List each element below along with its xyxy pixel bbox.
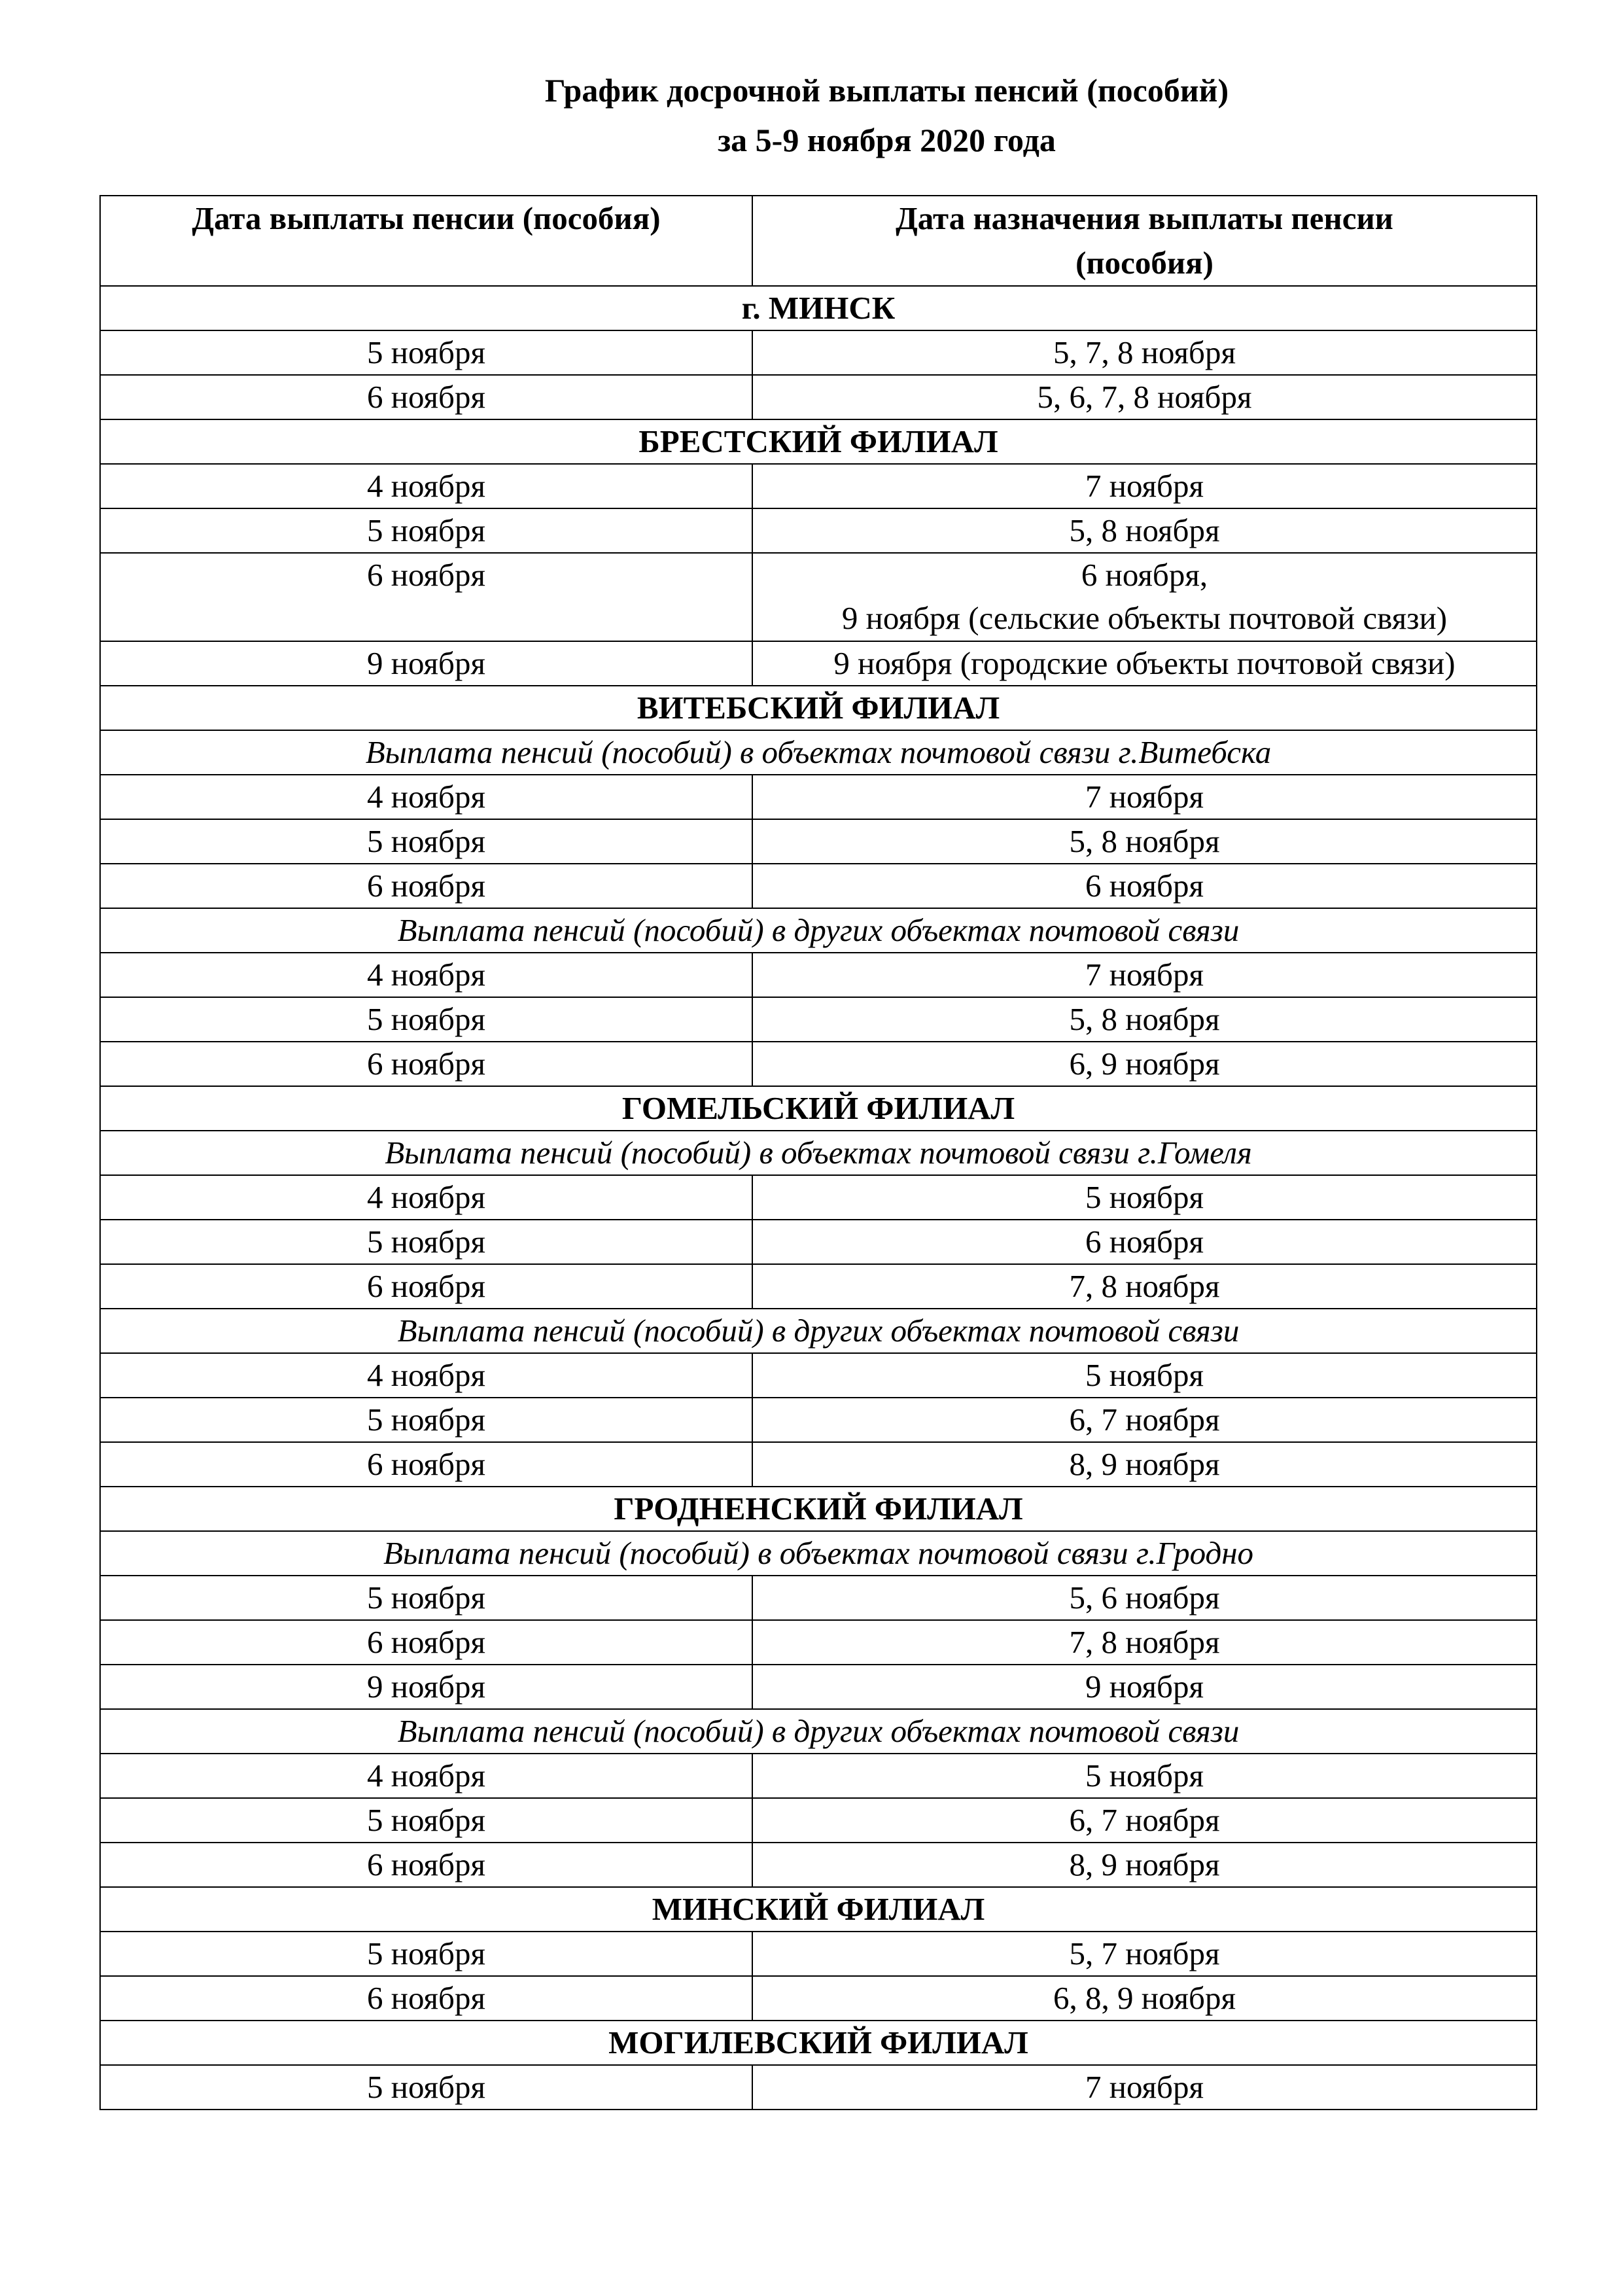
region-row-grodno: [100, 1487, 1537, 1531]
subsection-row: [100, 1531, 1537, 1576]
column-header-assigned-line-1: Дата назначения выплаты пенсии: [896, 200, 1393, 236]
table-row: [100, 997, 1537, 1042]
pay-date-cell: 4 ноября: [100, 1175, 752, 1220]
pay-date-cell: 6 ноября: [100, 1442, 752, 1487]
pay-date-cell: 6 ноября: [100, 1264, 752, 1309]
pay-date-cell: 4 ноября: [100, 953, 752, 997]
assigned-date-cell: 8, 9 ноября: [752, 1442, 1537, 1487]
assigned-date-cell: 5 ноября: [752, 1754, 1537, 1798]
region-title: МОГИЛЕВСКИЙ ФИЛИАЛ: [100, 2021, 1537, 2065]
pay-date-cell: 4 ноября: [100, 1353, 752, 1398]
subsection-row: [100, 1709, 1537, 1754]
column-header-pay-date: Дата выплаты пенсии (пособия): [100, 196, 752, 286]
table-row: [100, 953, 1537, 997]
pay-date-cell: 5 ноября: [100, 819, 752, 864]
assigned-date-cell: 5 ноября: [752, 1353, 1537, 1398]
assigned-date-cell: 7 ноября: [752, 775, 1537, 819]
subsection-title: Выплата пенсий (пособий) в других объектах почтовой связи: [100, 908, 1537, 953]
table-row: [100, 464, 1537, 508]
table-row: [100, 1220, 1537, 1264]
table-row: [100, 1175, 1537, 1220]
pay-date-cell: 5 ноября: [100, 997, 752, 1042]
subsection-row: [100, 1309, 1537, 1353]
table-row: [100, 1620, 1537, 1665]
table-row: [100, 641, 1537, 686]
table-row: [100, 1843, 1537, 1887]
pay-date-cell: 4 ноября: [100, 1754, 752, 1798]
table-row: [100, 508, 1537, 553]
pay-date-cell: 6 ноября: [100, 1620, 752, 1665]
subsection-title: Выплата пенсий (пособий) в других объектах почтовой связи: [100, 1709, 1537, 1754]
assigned-date-cell: 6, 7 ноября: [752, 1798, 1537, 1843]
table-row: [100, 1398, 1537, 1442]
table-row: [100, 819, 1537, 864]
pay-date-cell: 6 ноября: [100, 1976, 752, 2021]
subsection-title: Выплата пенсий (пособий) в объектах почтовой связи г.Витебска: [100, 730, 1537, 775]
title-line-2: за 5-9 ноября 2020 года: [718, 122, 1056, 158]
region-row-vitebsk: [100, 686, 1537, 730]
pay-date-cell: 5 ноября: [100, 1932, 752, 1976]
table-row: [100, 1665, 1537, 1709]
region-title: ГРОДНЕНСКИЙ ФИЛИАЛ: [100, 1487, 1537, 1531]
table-row: [100, 1264, 1537, 1309]
assigned-date-cell: 5 ноября: [752, 1175, 1537, 1220]
pay-date-cell: 6 ноября: [100, 553, 752, 641]
assigned-date-cell: [752, 553, 1537, 641]
subsection-row: [100, 908, 1537, 953]
pay-date-cell: 4 ноября: [100, 775, 752, 819]
region-title: ВИТЕБСКИЙ ФИЛИАЛ: [100, 686, 1537, 730]
pay-date-cell: 5 ноября: [100, 1798, 752, 1843]
region-title: МИНСКИЙ ФИЛИАЛ: [100, 1887, 1537, 1932]
subsection-title: Выплата пенсий (пособий) в объектах почтовой связи г.Гродно: [100, 1531, 1537, 1576]
table-row: [100, 375, 1537, 419]
region-row-brest: [100, 419, 1537, 464]
table-row: [100, 1042, 1537, 1086]
region-row-mogilev: [100, 2021, 1537, 2065]
table-row: [100, 1976, 1537, 2021]
payment-schedule-table: [99, 195, 1537, 2110]
assigned-date-cell: 6, 8, 9 ноября: [752, 1976, 1537, 2021]
assigned-date-line-1: 6 ноября,: [1081, 557, 1208, 593]
subsection-row: [100, 730, 1537, 775]
document-title: [0, 65, 1623, 165]
pay-date-cell: 5 ноября: [100, 330, 752, 375]
assigned-date-cell: 6 ноября: [752, 864, 1537, 908]
table-row: [100, 2065, 1537, 2110]
assigned-date-cell: 5, 7 ноября: [752, 1932, 1537, 1976]
table-row: [100, 1798, 1537, 1843]
assigned-date-line-2: 9 ноября (сельские объекты почтовой связи): [841, 600, 1448, 636]
region-title: г. МИНСК: [100, 286, 1537, 330]
subsection-title: Выплата пенсий (пособий) в других объектах почтовой связи: [100, 1309, 1537, 1353]
assigned-date-cell: 5, 7, 8 ноября: [752, 330, 1537, 375]
assigned-date-cell: 8, 9 ноября: [752, 1843, 1537, 1887]
assigned-date-cell: 5, 6, 7, 8 ноября: [752, 375, 1537, 419]
pay-date-cell: 6 ноября: [100, 1042, 752, 1086]
region-row-gomel: [100, 1086, 1537, 1131]
pay-date-cell: 4 ноября: [100, 464, 752, 508]
assigned-date-cell: 5, 8 ноября: [752, 997, 1537, 1042]
subsection-row: [100, 1131, 1537, 1175]
pay-date-cell: 6 ноября: [100, 375, 752, 419]
assigned-date-cell: 7 ноября: [752, 2065, 1537, 2110]
assigned-date-cell: 9 ноября (городские объекты почтовой связи): [752, 641, 1537, 686]
pay-date-cell: 6 ноября: [100, 1843, 752, 1887]
region-row-minsk-city: [100, 286, 1537, 330]
pay-date-cell: 9 ноября: [100, 1665, 752, 1709]
table-row: [100, 864, 1537, 908]
assigned-date-cell: 5, 8 ноября: [752, 508, 1537, 553]
table-row: [100, 1442, 1537, 1487]
pay-date-cell: 5 ноября: [100, 1220, 752, 1264]
table-row: [100, 1754, 1537, 1798]
assigned-date-cell: 9 ноября: [752, 1665, 1537, 1709]
subsection-title: Выплата пенсий (пособий) в объектах почтовой связи г.Гомеля: [100, 1131, 1537, 1175]
assigned-date-cell: 5, 8 ноября: [752, 819, 1537, 864]
column-header-assigned-line-2: (пособия): [1075, 245, 1213, 281]
pay-date-cell: 5 ноября: [100, 1398, 752, 1442]
pay-date-cell: 5 ноября: [100, 2065, 752, 2110]
assigned-date-cell: 5, 6 ноября: [752, 1576, 1537, 1620]
pay-date-cell: 6 ноября: [100, 864, 752, 908]
pay-date-cell: 5 ноября: [100, 508, 752, 553]
table-row: [100, 1932, 1537, 1976]
region-row-minsk-region: [100, 1887, 1537, 1932]
assigned-date-cell: 6, 7 ноября: [752, 1398, 1537, 1442]
table-row: [100, 1353, 1537, 1398]
assigned-date-cell: 7 ноября: [752, 464, 1537, 508]
assigned-date-cell: 6, 9 ноября: [752, 1042, 1537, 1086]
table-row: [100, 553, 1537, 641]
assigned-date-cell: 7, 8 ноября: [752, 1264, 1537, 1309]
table-row: [100, 330, 1537, 375]
pay-date-cell: 9 ноября: [100, 641, 752, 686]
column-header-assigned-date: [752, 196, 1537, 286]
table-row: [100, 775, 1537, 819]
title-line-1: График досрочной выплаты пенсий (пособий): [544, 72, 1229, 109]
region-title: БРЕСТСКИЙ ФИЛИАЛ: [100, 419, 1537, 464]
assigned-date-cell: 7, 8 ноября: [752, 1620, 1537, 1665]
pay-date-cell: 5 ноября: [100, 1576, 752, 1620]
table-header-row: [100, 196, 1537, 286]
assigned-date-cell: 6 ноября: [752, 1220, 1537, 1264]
table-row: [100, 1576, 1537, 1620]
assigned-date-cell: 7 ноября: [752, 953, 1537, 997]
region-title: ГОМЕЛЬСКИЙ ФИЛИАЛ: [100, 1086, 1537, 1131]
